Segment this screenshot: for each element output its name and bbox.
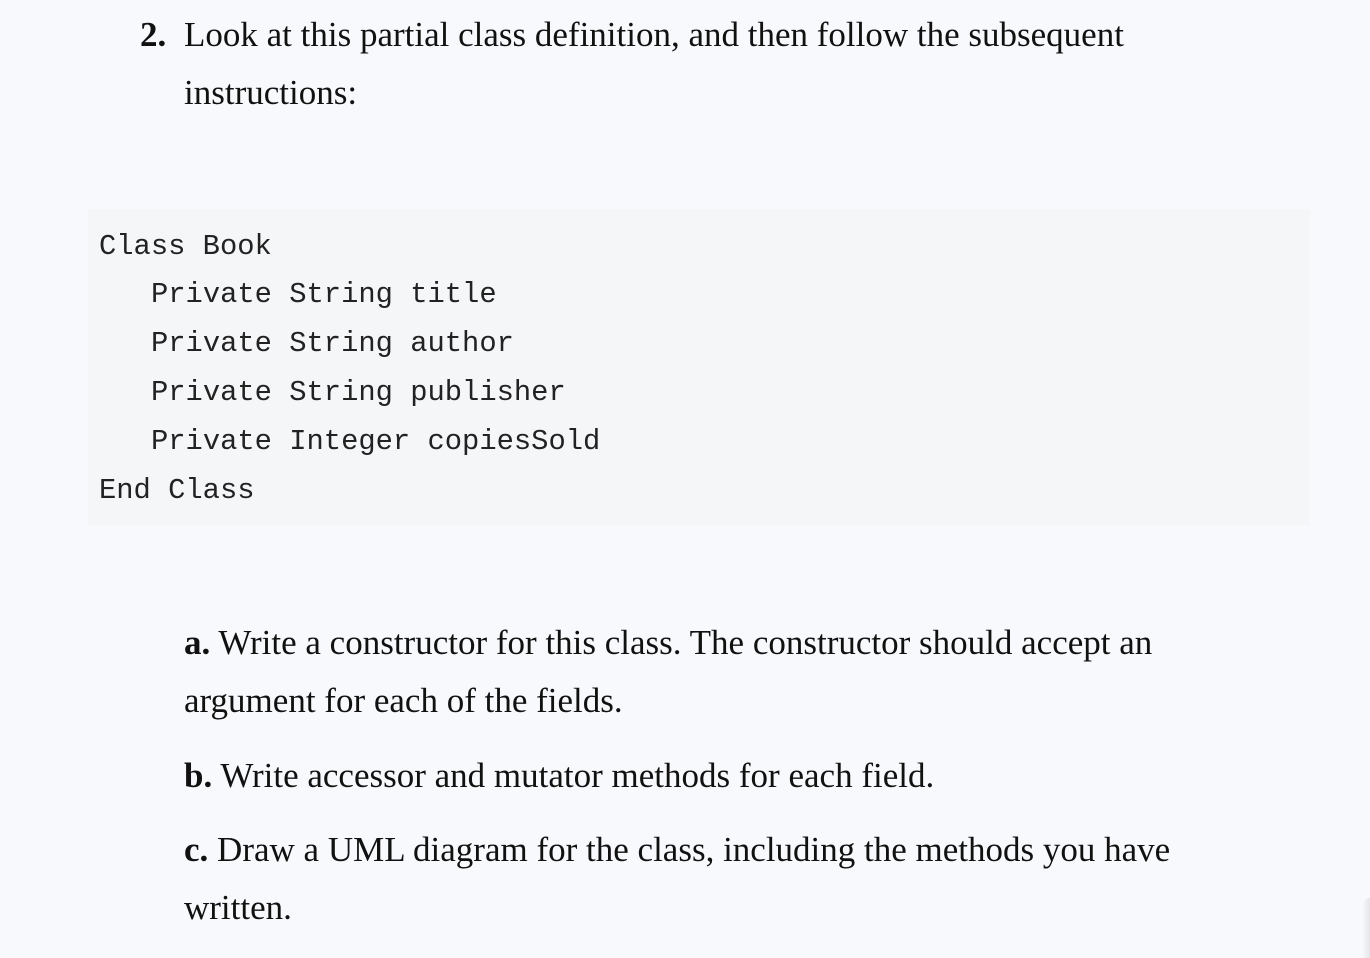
question-2 xyxy=(140,6,1260,122)
code-line-publisher: Private String publisher xyxy=(151,376,566,409)
subitem-text: Draw a UML diagram for the class, including the methods you have written. xyxy=(184,830,1171,927)
code-line-end-class: End Class xyxy=(99,474,255,507)
subitem-letter: c. xyxy=(184,830,209,869)
code-line-copies-sold: Private Integer copiesSold xyxy=(151,425,601,458)
question-number: 2. xyxy=(140,15,167,54)
subitem-letter: a. xyxy=(184,623,211,662)
subitem-c xyxy=(184,821,1274,937)
code-line-author: Private String author xyxy=(151,327,514,360)
code-line-class: Class Book xyxy=(99,230,272,263)
question-text: Look at this partial class definition, and then follow the subsequent instructions: xyxy=(184,15,1124,112)
code-block xyxy=(88,209,1310,525)
page-corner-shadow xyxy=(1362,898,1370,958)
code-line-title: Private String title xyxy=(151,278,497,311)
subitem-text: Write accessor and mutator methods for each field. xyxy=(220,756,935,795)
subitem-text: Write a constructor for this class. The constructor should accept an argument for each of the fields. xyxy=(184,623,1153,720)
subitem-a xyxy=(184,614,1274,730)
subitem-letter: b. xyxy=(184,756,213,795)
subitem-b xyxy=(184,747,1274,805)
